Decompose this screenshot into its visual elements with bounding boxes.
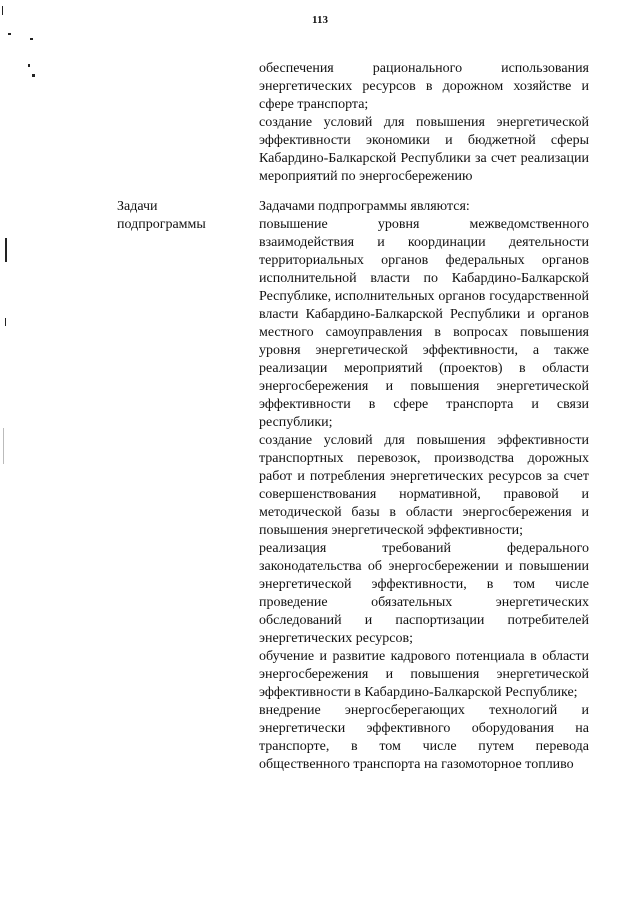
page-number: 113 [312, 14, 328, 26]
task-item: обучение и развитие кадрового потенциала в области энергосбережения и повышения энергетической эффективности в Кабардино-Балкарской Республике; [259, 649, 589, 700]
top-paragraph: обеспечения рационального использования энергетических ресурсов в дорожном хозяйстве и сфере транспорта; [259, 61, 589, 112]
scan-mark [5, 238, 7, 262]
scan-mark [8, 33, 11, 35]
scan-mark [3, 428, 4, 464]
scan-mark [2, 6, 3, 15]
top-paragraph: создание условий для повышения энергетической эффективности экономики и бюджетной сферы Кабардино-Балкарской Республики за счет реализации мероприятий по энергосбережению [259, 115, 589, 184]
scan-mark [30, 38, 33, 40]
top-block [259, 60, 589, 186]
section-content [259, 198, 589, 774]
scan-mark [32, 74, 35, 77]
scan-mark [28, 64, 30, 67]
scan-mark [5, 318, 6, 326]
task-item: повышение уровня межведомственного взаимодействия и координации деятельности территориальных органов федеральных органов исполнительной власти по Кабардино-Балкарской Республике, исполнительных органов государственной власти Кабардино-Балкарской Республики и органов местного самоуправления в вопросах повышения уровня энергетической эффективности, а также реализации мероприятий (проектов) в области энергосбережения и повышения энергетической эффективности в сфере транспорта и связи республики; [259, 217, 589, 430]
section-label: Задачи подпрограммы [117, 199, 206, 232]
section-intro: Задачами подпрограммы являются: [259, 199, 470, 214]
task-item: создание условий для повышения эффективности транспортных перевозок, производства дорожных работ и потребления энергетических ресурсов за счет совершенствования нормативной, правовой и методической базы в области энергосбережения и повышения энергетической эффективности; [259, 433, 589, 538]
task-item: внедрение энергосберегающих технологий и энергетически эффективного оборудования на транспорте, в том числе путем перевода общественного транспорта на газомоторное топливо [259, 703, 589, 772]
task-item: реализация требований федерального законодательства об энергосбережении и повышении энергетической эффективности, в том числе проведение обязательных энергетических обследований и паспортизации потребителей энергетических ресурсов; [259, 541, 589, 646]
